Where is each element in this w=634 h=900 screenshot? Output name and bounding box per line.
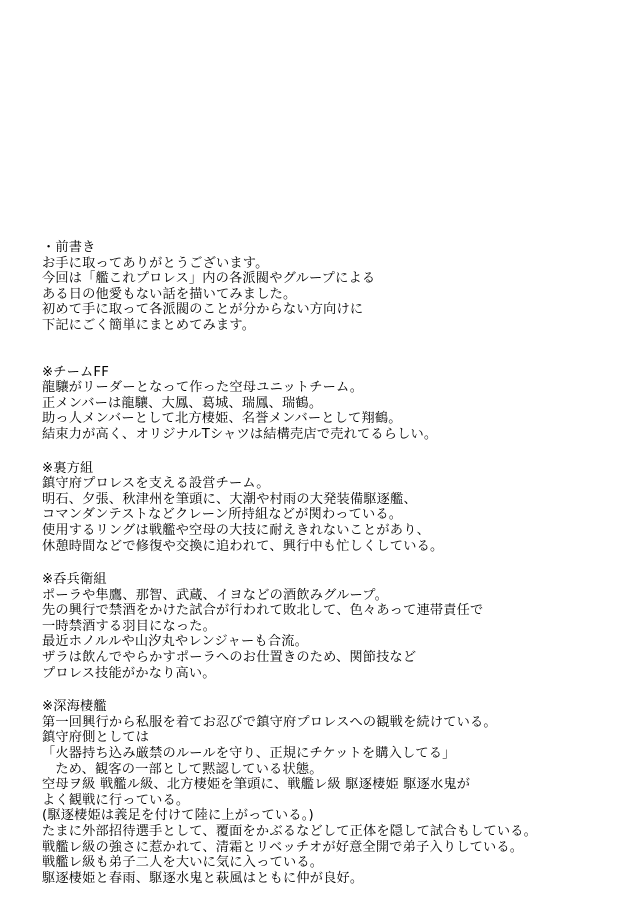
section-heading-backstage: ※裏方組 <box>42 460 94 476</box>
section-line: ため、観客の一部として黙認している状態。 <box>42 761 323 777</box>
section-line: コマンダンテストなどクレーン所持組などが関わっている。 <box>42 507 403 523</box>
preface-line: 初めて手に取って各派閥のことが分からない方向けに <box>42 302 364 318</box>
section-line: 戦艦レ級も弟子二人を大いに気に入っている。 <box>42 855 324 871</box>
preface-line: 下記にごく簡単にまとめてみます。 <box>42 317 256 333</box>
section-line: プロレス技能がかなり高い。 <box>42 665 216 681</box>
section-line: たまに外部招待選手として、覆面をかぶるなどして正体を隠して試合もしている。 <box>42 824 538 839</box>
preface-line: お手に取ってありがとうございます。 <box>42 255 269 271</box>
section-line: 助っ人メンバーとして北方棲姫、名誉メンバーとして翔鶴。 <box>42 411 402 427</box>
preface-heading: ・前書き <box>42 240 96 255</box>
section-line: よく観戦に行っている。 <box>42 792 190 808</box>
section-line: 一時禁酒する羽目になった。 <box>42 618 217 634</box>
section-line: 休憩時間などで修復や交換に追われて、興行中も忙しくしている。 <box>42 538 444 554</box>
section-line: 正メンバーは龍驤、大鳳、葛城、瑞鳳、瑞鶴。 <box>42 395 323 411</box>
section-heading-abyssal: ※深海棲艦 <box>42 699 107 715</box>
section-line: ポーラや隼鷹、那智、武蔵、イヨなどの酒飲みグループ。 <box>42 587 388 603</box>
section-heading-drinkers: ※呑兵衛組 <box>42 572 107 588</box>
preface-line: ある日の他愛もない話を描いてみました。 <box>42 286 297 302</box>
section-line: 鎮守府側としては <box>42 730 150 746</box>
preface-line: 今回は「艦これプロレス」内の各派閥やグループによる <box>42 271 376 287</box>
section-line: 使用するリングは戦艦や空母の大技に耐えきれないことがあり、 <box>42 522 430 538</box>
section-line: ザラは飲んでやらかすポーラへのお仕置きのため、関節技など <box>42 650 417 666</box>
section-line: 明石、夕張、秋津州を筆頭に、大潮や村雨の大発装備駆逐艦、 <box>42 491 417 507</box>
section-line: 駆逐棲姫と春雨、駆逐水鬼と萩風はともに仲が良好。 <box>42 870 364 886</box>
section-line: 最近ホノルルや山汐丸やレンジャーも合流。 <box>42 634 308 650</box>
section-line: 結束力が高く、オリジナルTシャツは結構売店で売れてるらしい。 <box>42 426 438 442</box>
section-line: 龍驤がリーダーとなって作った空母ユニットチーム。 <box>42 380 364 396</box>
section-line: 先の興行で禁酒をかけた試合が行われて敗北して、色々あって連帯責任で <box>42 603 484 619</box>
afterword-text <box>42 240 627 886</box>
section-line: 鎮守府プロレスを支える設営チーム。 <box>42 476 270 492</box>
section-line: 第一回興行から私服を着てお忍びで鎮守府プロレスへの観戦を続けている。 <box>42 714 497 730</box>
section-line: 戦艦レ級の強さに惹かれて、清霜とリベッチオが好意全開で弟子入りしている。 <box>42 839 524 855</box>
section-line: (駆逐棲姫は義足を付けて陸に上がっている。) <box>42 808 314 824</box>
section-line: 空母ヲ級 戦艦ル級、北方棲姫を筆頭に、戦艦レ級 駆逐棲姫 駆逐水鬼が <box>42 777 471 793</box>
section-line: 「火器持ち込み厳禁のルールを守り、正規にチケットを購入してる」 <box>42 746 456 762</box>
section-heading-team-ff: ※チームFF <box>42 364 109 380</box>
